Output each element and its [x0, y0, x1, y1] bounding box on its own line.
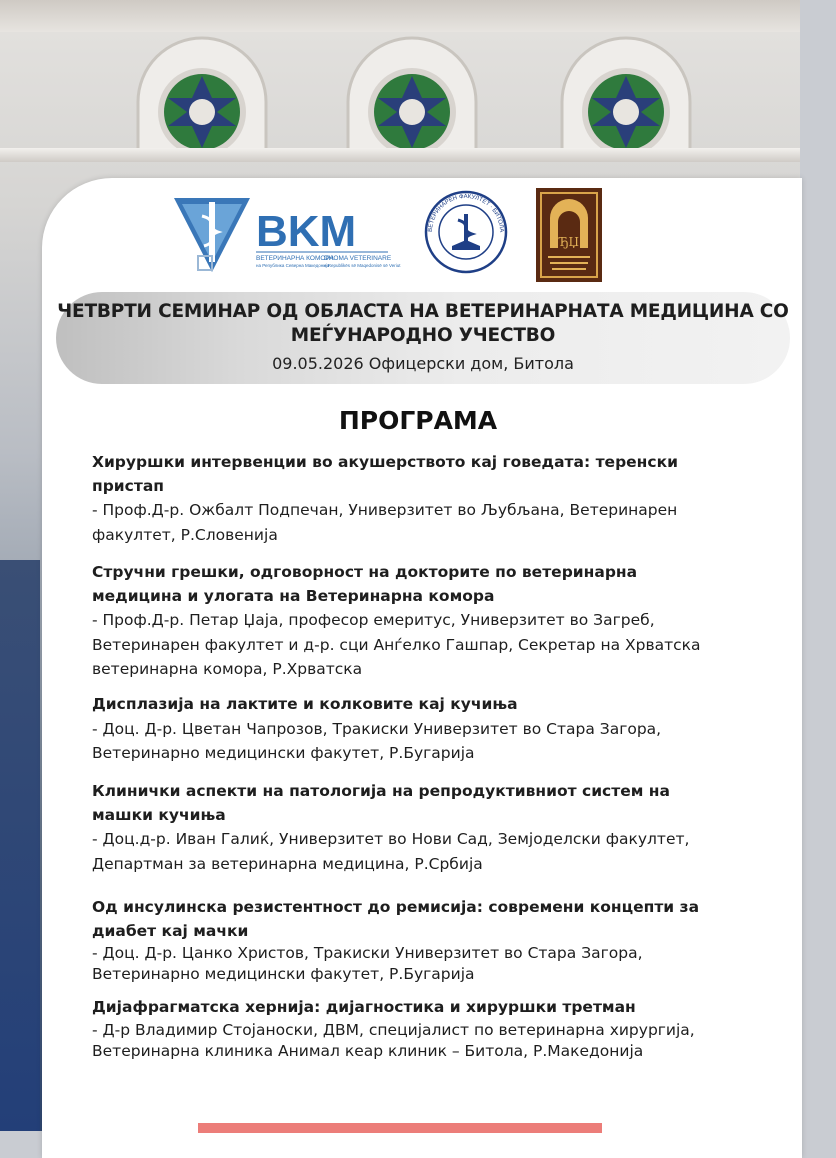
- arched-window-icon: [342, 40, 482, 158]
- program-item: [92, 451, 712, 547]
- program-item: [92, 780, 712, 876]
- lecture-title: Дисплазија на лактите и колковите кај кучиња: [92, 695, 518, 713]
- program-heading: ПРОГРАМА: [338, 406, 498, 435]
- background-blue-panel-left: [0, 560, 40, 1131]
- lecture-title: Од инсулинска резистентност до ремисија: современи концепти за диабет кај мачки: [92, 898, 700, 940]
- svg-text:ЂЏ: ЂЏ: [558, 235, 580, 249]
- bottom-accent-bar: [198, 1123, 602, 1133]
- seminar-title: ЧЕТВРТИ СЕМИНАР ОД ОБЛАСТА НА ВЕТЕРИНАРНАТА МЕДИЦИНА СО МЕЃУНАРОДНО УЧЕСТВО: [57, 301, 789, 346]
- arched-window-icon: [556, 40, 696, 158]
- program-item: [92, 996, 712, 1062]
- lecture-title: Хируршки интервенции во акушерството кај говедата: теренски пристап: [92, 453, 678, 495]
- background-roof-band: [0, 0, 800, 32]
- program-item: [92, 561, 712, 682]
- lecture-speaker: - Доц.д-р. Иван Галиќ, Универзитет во Нови Сад, Земјоделски факултет, Департман за ветеринарна медицина, Р.Србија: [92, 830, 690, 873]
- seminar-date-location: 09.05.2026 Офицерски дом, Битола: [272, 354, 574, 373]
- bkm-logo: [172, 194, 401, 276]
- arched-window-icon: [132, 40, 272, 158]
- lecture-title: Стручни грешки, одговорност на докторите по ветеринарна медицина и улогата на Ветеринарна комора: [92, 563, 638, 605]
- background-cornice: [0, 148, 800, 162]
- program-item: [92, 896, 712, 985]
- lecture-speaker: - Д-р Владимир Стојаноски, ДВМ, специјалист по ветеринарна хирургија, Ветеринарна клиника Анимал кеар клиник – Битола, Р.Македонија: [92, 1020, 695, 1060]
- lecture-speaker: - Доц. Д-р. Цветан Чапрозов, Тракиски Универзитет во Стара Загора, Ветеринарно медицински факутет, Р.Бугарија: [92, 719, 662, 762]
- logo-row: [0, 188, 800, 288]
- lecture-title: Клинички аспекти на патологија на репродуктивниот систем на машки кучиња: [92, 782, 670, 824]
- svg-text:DHOMA VETERINARE: DHOMA VETERINARE: [324, 255, 392, 262]
- lecture-speaker: - Проф.Д-р. Петар Џаја, професор емеритус, Универзитет во Загреб, Ветеринарен факултет и д-р. сци Анѓелко Гашпар, Секретар на Хрватска ветеринарна комора, Р.Хрватска: [92, 611, 701, 678]
- lecture-speaker: - Доц. Д-р. Цанко Христов, Тракиски Универзитет во Стара Загора, Ветеринарно медицински факутет, Р.Бугарија: [92, 944, 643, 983]
- svg-text:на Република Северна Македониј: на Република Северна Македонија: [256, 263, 330, 268]
- university-logo: [536, 188, 602, 282]
- lecture-speaker: - Проф.Д-р. Ожбалт Подпечан, Универзитет во Љубљана, Ветеринарен факултет, Р.Словенија: [92, 501, 678, 544]
- lecture-title: Дијафрагматска хернија: дијагностика и хируршки третман: [92, 998, 636, 1016]
- program-item: [92, 693, 712, 766]
- veterinary-faculty-seal: [424, 190, 508, 274]
- svg-text:ВЕТЕРИНАРЕН ФАКУЛТЕТ · БИТОЛА: ВЕТЕРИНАРЕН ФАКУЛТЕТ · БИТОЛА: [427, 193, 505, 233]
- svg-text:ВЕТЕРИНАРНА КОМОРА: ВЕТЕРИНАРНА КОМОРА: [256, 255, 334, 262]
- bkm-letters: BKM: [256, 207, 357, 256]
- svg-text:e Republikës së Maqedonisë së: e Republikës së Maqedonisë së Veriut: [324, 263, 401, 268]
